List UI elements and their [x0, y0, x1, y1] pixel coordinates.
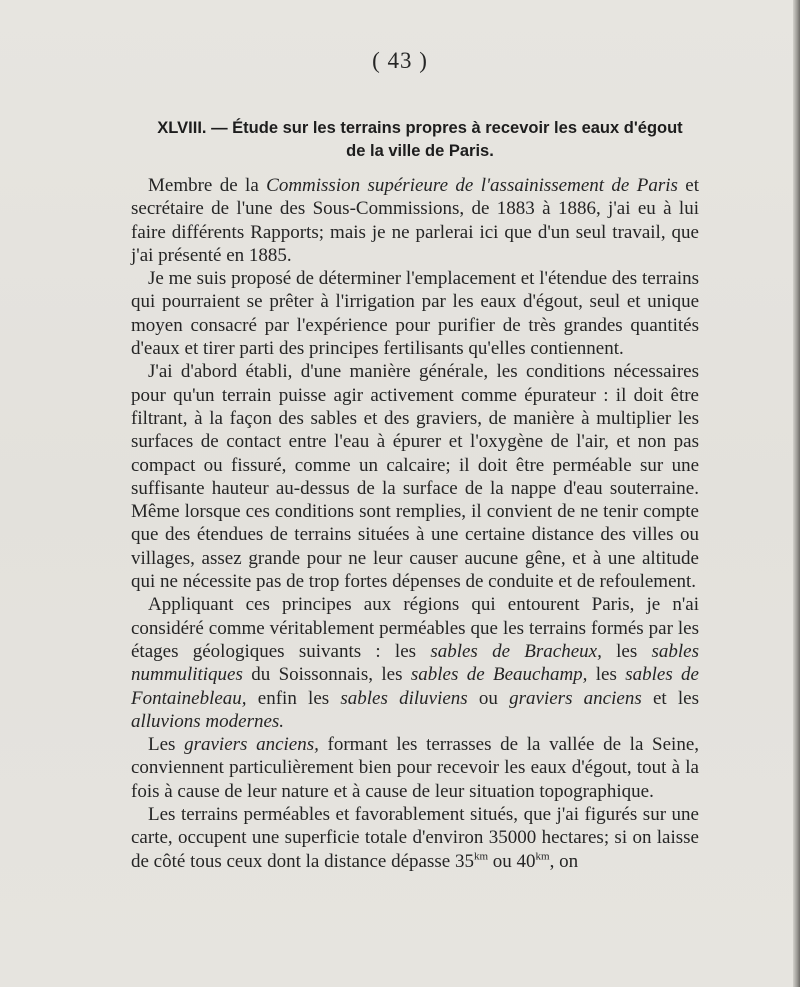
paragraph-6	[131, 803, 699, 873]
italic-term: Commission supérieure de l'assainissement de Paris	[266, 175, 678, 196]
page-edge-shadow	[793, 0, 800, 987]
italic-term: graviers anciens	[509, 687, 642, 709]
italic-term: sables de Beauchamp,	[410, 664, 588, 686]
section-title	[130, 117, 710, 163]
paragraph-3	[131, 360, 699, 593]
text-run: Membre de la	[148, 175, 267, 196]
italic-term: graviers anciens,	[184, 734, 319, 756]
section-title-line-2: de la ville de Paris.	[346, 142, 494, 160]
text-run: Les	[148, 734, 185, 756]
paragraph-4	[131, 593, 699, 733]
text-run: enfin les	[246, 687, 341, 709]
text-run: Les terrains perméables et favorablement situés, que j'ai figurés sur une carte, occupent une superficie totale d'environ 35000 hectares; si on laisse de côté tous ceux dont la distance dépasse 35	[131, 804, 699, 872]
section-title-line-1: XLVIII. — Étude sur les terrains propres à recevoir les eaux d'égout	[157, 119, 683, 137]
text-run: Je me suis proposé de déterminer l'emplacement et l'étendue des terrains qui pourraient se prêter à l'irrigation par les eaux d'égout, seul et unique moyen consacré par l'expérience pour purifier de très grandes quantités d'eaux et tirer parti des principes fertilisants qu'elles contiennent.	[131, 268, 699, 360]
unit-superscript: km	[535, 850, 550, 863]
text-run: J'ai d'abord établi, d'une manière générale, les conditions nécessaires pour qu'un terrain puisse agir activement comme épurateur : il doit être filtrant, à la façon des sables et des graviers, de manière à multiplier les surfaces de contact entre l'eau à épurer et l'oxygène de l'air, et non pas compact ou fissuré, comme un calcaire; il doit être perméable sur une suffisante hauteur au-dessus de la surface de la nappe d'eau souterraine. Même lorsque ces conditions sont remplies, il convient de ne tenir compte que des étendues de terrains situées à une certaine distance des villes ou villages, assez grande pour ne leur causer aucune gêne, et à une altitude qui ne nécessite pas de trop fortes dépenses de conduite et de refoulement.	[131, 361, 699, 593]
italic-term: sables diluviens	[340, 687, 468, 709]
text-run: formant les terrasses de la vallée de la Seine, conviennent particulièrement bien pour recevoir les eaux d'égout, tout à la fois à cause de leur nature et à cause de leur situation topographique.	[131, 734, 700, 802]
paragraph-2	[131, 267, 699, 360]
text-run: Appliquant ces principes aux régions qui entourent Paris, je n'ai considéré comme véritablement perméables que les terrains formés par les étages géologiques suivants : les	[131, 594, 699, 662]
italic-term: sables nummulitiques	[131, 640, 699, 686]
text-run: ou	[467, 687, 510, 709]
page-number: ( 43 )	[372, 48, 428, 73]
text-run: ou 40	[488, 850, 536, 872]
unit-superscript: km	[473, 850, 489, 863]
italic-term: alluvions modernes.	[131, 710, 285, 732]
italic-term: sables de Fontainebleau,	[131, 664, 699, 709]
italic-term: sables de Bracheux,	[430, 640, 602, 662]
text-run: les	[587, 664, 626, 686]
body-text	[131, 174, 699, 873]
paragraph-1	[131, 174, 699, 267]
text-run: et secrétaire de l'une des Sous-Commissions, de 1883 à 1886, j'ai eu à lui faire différents Rapports; mais je ne parlerai ici que d'un seul travail, que j'ai présenté en 1885.	[131, 175, 699, 266]
text-run: , on	[549, 850, 579, 872]
text-run: du Soissonnais, les	[242, 664, 411, 686]
paragraph-5	[131, 733, 699, 803]
text-run: et les	[641, 687, 699, 709]
text-run: les	[601, 640, 652, 662]
